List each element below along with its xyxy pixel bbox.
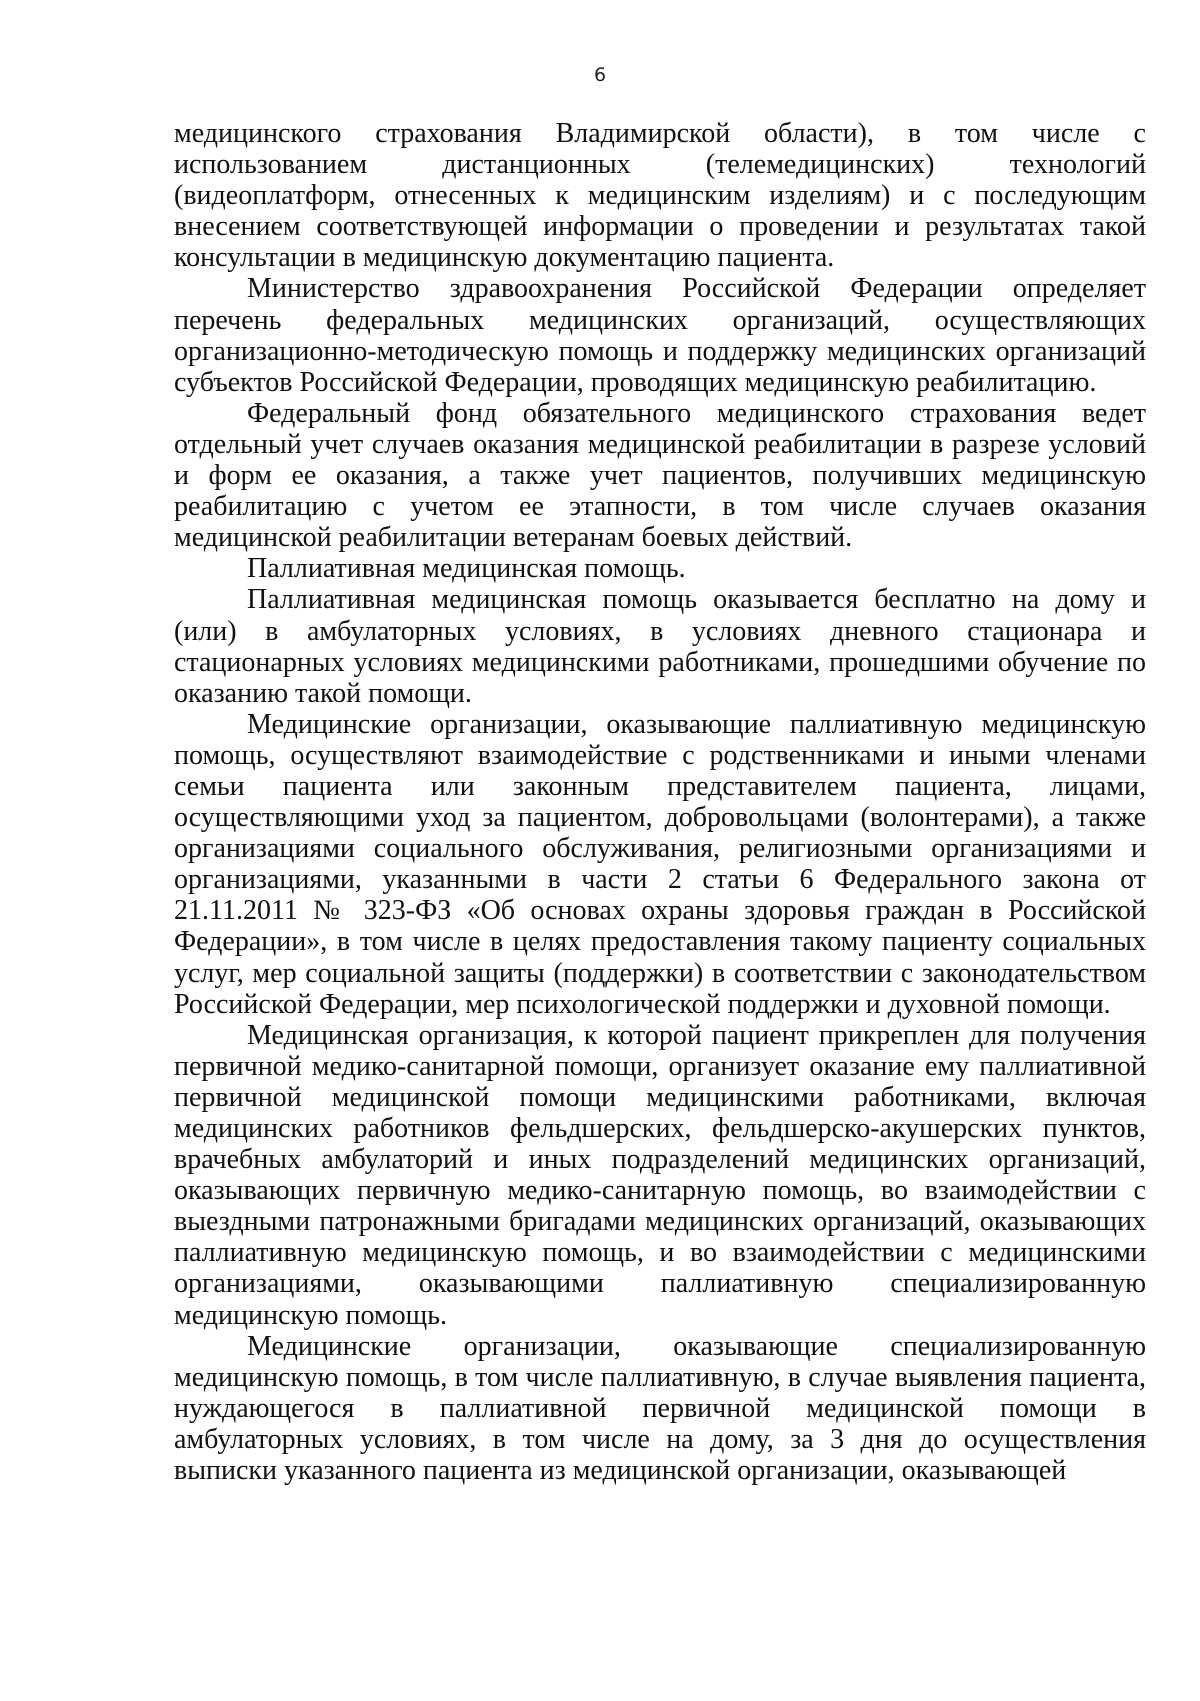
paragraph: Медицинская организация, к которой пациент прикреплен для получения первичной медико-санитарной помощи, организует оказание ему паллиативной первичной медицинской помощи медицинскими работниками, включая медицинских работников фельдшерских, фельдшерско-акушерских пунктов, врачебных амбулаторий и иных подразделений медицинских организаций, оказывающих первичную медико-санитарную помощь, во взаимодействии с выездными патронажными бригадами медицинских организаций, оказывающих паллиативную медицинскую помощь, и во взаимодействии с медицинскими организациями, оказывающими паллиативную специализированную медицинскую помощь.	[174, 1019, 1146, 1331]
paragraph: Паллиативная медицинская помощь оказывается бесплатно на дому и (или) в амбулаторных условиях, в условиях дневного стационара и стационарных условиях медицинскими работниками, прошедшими обучение по оказанию такой помощи.	[174, 584, 1146, 709]
paragraph: медицинского страхования Владимирской области), в том числе с использованием дистанционных (телемедицинских) технологий (видеоплатформ, отнесенных к медицинским изделиям) и с последующим внесением соответствующей информации о проведении и результатах такой консультации в медицинскую документацию пациента.	[174, 118, 1146, 274]
paragraph: Федеральный фонд обязательного медицинского страхования ведет отдельный учет случаев оказания медицинской реабилитации в разрезе условий и форм ее оказания, а также учет пациентов, получивших медицинскую реабилитацию с учетом ее этапности, в том числе случаев оказания медицинской реабилитации ветеранам боевых действий.	[174, 397, 1146, 554]
paragraph: Министерство здравоохранения Российской Федерации определяет перечень федеральных медицинских организаций, осуществляющих организационно-методическую помощь и поддержку медицинских организаций субъектов Российской Федерации, проводящих медицинскую реабилитацию.	[174, 273, 1146, 398]
section-heading: Паллиативная медицинская помощь.	[247, 553, 686, 585]
document-body	[174, 118, 1146, 1486]
page-number: 6	[593, 64, 607, 86]
paragraph: Медицинские организации, оказывающие паллиативную медицинскую помощь, осуществляют взаимодействие с родственниками и иными членами семьи пациента или законным представителем пациента, лицами, осуществляющими уход за пациентом, добровольцами (волонтерами), а также организациями социального обслуживания, религиозными организациями и организациями, указанными в части 2 статьи 6 Федерального закона от 21.11.2011 № 323-ФЗ «Об основах охраны здоровья граждан в Российской Федерации», в том числе в целях предоставления такому пациенту социальных услуг, мер социальной защиты (поддержки) в соответствии с законодательством Российской Федерации, мер психологической поддержки и духовной помощи.	[174, 708, 1146, 1020]
paragraph: Медицинские организации, оказывающие специализированную медицинскую помощь, в том числе паллиативную, в случае выявления пациента, нуждающегося в паллиативной первичной медицинской помощи в амбулаторных условиях, в том числе на дому, за 3 дня до осуществления выписки указанного пациента из медицинской организации, оказывающей	[174, 1330, 1146, 1487]
